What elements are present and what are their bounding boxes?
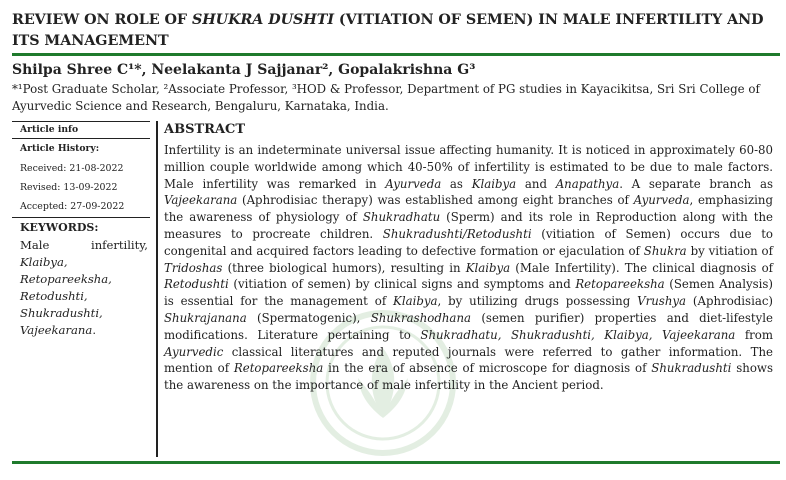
text-run: (Sperm) and its role in Reproduction along with the measures to procreate children. (164, 210, 773, 241)
text-run: as (441, 176, 472, 191)
column-divider (156, 121, 158, 457)
info-rule (12, 138, 150, 139)
author-list: Shilpa Shree C¹*, Neelakanta J Sajjanar², Gopalakrishna G³ (12, 62, 476, 78)
text-run: classical literatures and reputed journals were referred to gather information. The mention of (164, 344, 773, 376)
italic-term: Klaibya (471, 176, 517, 191)
italic-term: Klaibya, Retopareeksha, Retodushti, Shukradushti, Vajeekarana (20, 255, 112, 337)
italic-term: SHUKRA DUSHTI (191, 12, 334, 28)
text-run: Infertility is an indeterminate universal issue affecting humanity. It is noticed in approximately 60-80 million couple worldwide among which 40-50% of infertility is estimated to be due to male factors. Male infertility was remarked in (164, 143, 773, 191)
text-run: (semen purifier) properties and diet-lifestyle modifications. Literature pertaining to (164, 310, 773, 342)
italic-term: Retopareeksha (575, 277, 665, 292)
keywords-list (20, 237, 148, 339)
italic-term: Anapathya (555, 176, 620, 191)
revised-date: Revised: 13-09-2022 (20, 182, 118, 193)
text-run: (Aphrodisiac) (686, 294, 773, 309)
text-run: shows the awareness on the importance of male infertility in the Ancient period. (164, 361, 773, 393)
text-run: (VITIATION OF SEMEN) IN MALE INFERTILITY AND ITS MANAGEMENT (12, 12, 764, 49)
text-run: , by utilizing drugs possessing (437, 294, 638, 309)
text-run: and (516, 176, 556, 191)
received-date: Received: 21-08-2022 (20, 163, 124, 174)
italic-term: Ayurveda (385, 176, 442, 191)
italic-term: Shukradhatu (362, 210, 441, 225)
italic-term: Klaibya (465, 260, 511, 275)
text-run: (vitiation of semen) by clinical signs and symptoms and (228, 277, 576, 292)
article-info-heading: Article info (20, 124, 79, 135)
text-run: (three biological humors), resulting in (222, 260, 466, 275)
keywords-heading: KEYWORDS: (20, 221, 99, 234)
italic-term: Ayurvedic (164, 344, 224, 359)
italic-term: Shukrajanana (164, 310, 247, 325)
italic-term: Klaibya (393, 294, 438, 309)
accepted-date: Accepted: 27-09-2022 (20, 201, 125, 212)
bottom-divider (12, 461, 780, 464)
text-run: (vitiation of Semen) occurs due to congenital and acquired factors leading to defective formation or ejaculation of (164, 226, 773, 258)
italic-term: Vajeekarana (164, 193, 238, 208)
text-run: . A separate branch as (619, 176, 773, 191)
info-rule (12, 217, 150, 218)
article-title (12, 10, 780, 52)
italic-term: Shukra (643, 243, 687, 258)
author-affiliations: *¹Post Graduate Scholar, ²Associate Professor, ³HOD & Professor, Department of PG studies in Kayacikitsa, Sri Sri College of Ayurvedic Science and Research, Bengaluru, Karnataka, India. (12, 82, 760, 113)
text-run: REVIEW ON ROLE OF (12, 12, 192, 28)
text-run: (Spermatogenic), (246, 310, 371, 325)
italic-term: Shukradushti (651, 361, 732, 376)
italic-term: Ayurveda (633, 193, 690, 208)
article-info-panel (12, 121, 154, 457)
text-run: Male infertility, (20, 238, 148, 252)
text-run: (Aphrodisiac therapy) was established among eight branches of (237, 193, 634, 208)
text-run: in the era of absence of microscope for diagnosis of (323, 361, 652, 376)
title-divider (12, 53, 780, 56)
text-run: (Male Infertility). The clinical diagnosis of (510, 260, 773, 275)
text-run: by vitiation of (686, 243, 773, 258)
italic-term: Vrushya (637, 294, 687, 309)
italic-term: Shukrashodhana (370, 310, 472, 325)
abstract-text (164, 142, 773, 394)
article-history-label: Article History: (20, 143, 100, 154)
abstract-heading: ABSTRACT (164, 122, 246, 137)
info-rule (12, 121, 150, 122)
italic-term: Retodushti (164, 277, 229, 292)
italic-term: Shukradushti/Retodushti (382, 226, 532, 241)
italic-term: Retopareeksha (233, 361, 324, 376)
text-run: (Semen Analysis) is essential for the management of (164, 277, 773, 309)
text-run: , emphasizing the awareness of physiology of (164, 193, 773, 225)
text-run: . (92, 323, 96, 337)
italic-term: Shukradhatu, Shukradushti, Klaibya, Vajeekarana (420, 327, 736, 342)
text-run: from (735, 327, 773, 342)
italic-term: Tridoshas (164, 260, 223, 275)
